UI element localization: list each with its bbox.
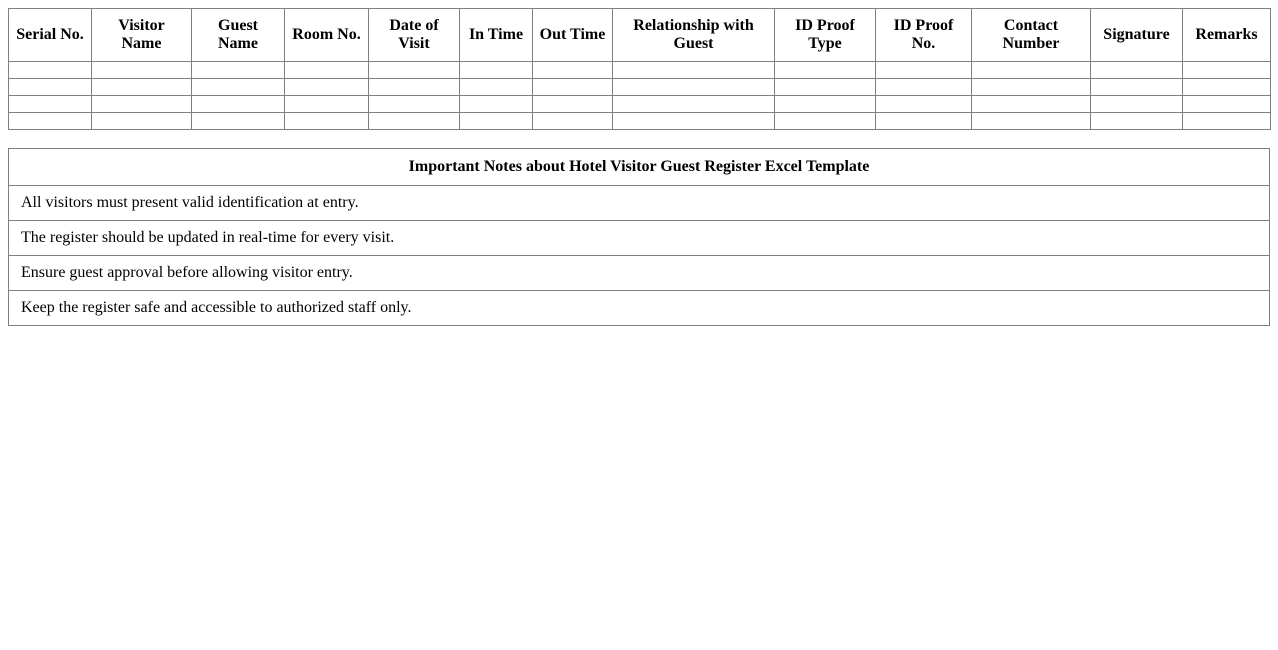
visitor-register-table: [8, 8, 1271, 130]
table-cell[interactable]: [775, 79, 876, 96]
table-cell[interactable]: [369, 79, 460, 96]
table-cell[interactable]: [613, 96, 775, 113]
table-cell[interactable]: [460, 113, 533, 130]
table-cell[interactable]: [192, 113, 285, 130]
column-header-signature: Signature: [1091, 9, 1183, 62]
table-cell[interactable]: [876, 96, 972, 113]
column-header-in-time: In Time: [460, 9, 533, 62]
table-row: [9, 62, 1271, 79]
table-cell[interactable]: [533, 62, 613, 79]
note-item: Keep the register safe and accessible to authorized staff only.: [9, 291, 1270, 326]
table-cell[interactable]: [460, 96, 533, 113]
table-cell[interactable]: [369, 113, 460, 130]
table-cell[interactable]: [1183, 62, 1271, 79]
table-cell[interactable]: [972, 62, 1091, 79]
table-cell[interactable]: [1091, 62, 1183, 79]
table-cell[interactable]: [92, 79, 192, 96]
table-cell[interactable]: [92, 113, 192, 130]
table-row: [9, 113, 1271, 130]
column-header-serial-no: Serial No.: [9, 9, 92, 62]
note-row: [9, 291, 1270, 326]
column-header-room-no: Room No.: [285, 9, 369, 62]
table-cell[interactable]: [613, 113, 775, 130]
table-cell[interactable]: [775, 96, 876, 113]
column-header-remarks: Remarks: [1183, 9, 1271, 62]
table-cell[interactable]: [285, 96, 369, 113]
column-header-out-time: Out Time: [533, 9, 613, 62]
table-cell[interactable]: [775, 62, 876, 79]
table-cell[interactable]: [285, 62, 369, 79]
column-header-id-proof-type: ID Proof Type: [775, 9, 876, 62]
table-cell[interactable]: [92, 62, 192, 79]
table-cell[interactable]: [9, 96, 92, 113]
table-cell[interactable]: [9, 79, 92, 96]
table-cell[interactable]: [613, 62, 775, 79]
table-cell[interactable]: [876, 62, 972, 79]
register-body: [9, 62, 1271, 130]
table-cell[interactable]: [369, 96, 460, 113]
table-cell[interactable]: [92, 96, 192, 113]
table-cell[interactable]: [1091, 96, 1183, 113]
table-cell[interactable]: [972, 96, 1091, 113]
column-header-date-of-visit: Date of Visit: [369, 9, 460, 62]
notes-header-row: [9, 149, 1270, 186]
table-cell[interactable]: [1183, 96, 1271, 113]
note-item: Ensure guest approval before allowing visitor entry.: [9, 256, 1270, 291]
table-cell[interactable]: [1183, 79, 1271, 96]
column-header-id-proof-no: ID Proof No.: [876, 9, 972, 62]
document-sheet: [8, 8, 1270, 326]
table-cell[interactable]: [369, 62, 460, 79]
column-header-visitor-name: Visitor Name: [92, 9, 192, 62]
column-header-contact-number: Contact Number: [972, 9, 1091, 62]
table-cell[interactable]: [460, 79, 533, 96]
table-row: [9, 96, 1271, 113]
table-cell[interactable]: [775, 113, 876, 130]
table-cell[interactable]: [285, 79, 369, 96]
notes-title: Important Notes about Hotel Visitor Guest Register Excel Template: [9, 149, 1270, 186]
table-cell[interactable]: [460, 62, 533, 79]
note-row: [9, 186, 1270, 221]
table-cell[interactable]: [9, 62, 92, 79]
table-cell[interactable]: [876, 79, 972, 96]
table-cell[interactable]: [876, 113, 972, 130]
table-cell[interactable]: [9, 113, 92, 130]
table-cell[interactable]: [533, 79, 613, 96]
table-cell[interactable]: [192, 79, 285, 96]
note-item: The register should be updated in real-time for every visit.: [9, 221, 1270, 256]
note-row: [9, 221, 1270, 256]
table-cell[interactable]: [1091, 79, 1183, 96]
table-cell[interactable]: [533, 113, 613, 130]
notes-table: [8, 148, 1270, 326]
table-cell[interactable]: [972, 113, 1091, 130]
table-cell[interactable]: [533, 96, 613, 113]
table-cell[interactable]: [1183, 113, 1271, 130]
table-cell[interactable]: [1091, 113, 1183, 130]
table-cell[interactable]: [285, 113, 369, 130]
table-cell[interactable]: [613, 79, 775, 96]
table-cell[interactable]: [192, 96, 285, 113]
column-header-relationship: Relationship with Guest: [613, 9, 775, 62]
column-header-guest-name: Guest Name: [192, 9, 285, 62]
register-header-row: [9, 9, 1271, 62]
note-row: [9, 256, 1270, 291]
table-row: [9, 79, 1271, 96]
note-item: All visitors must present valid identification at entry.: [9, 186, 1270, 221]
table-cell[interactable]: [192, 62, 285, 79]
table-cell[interactable]: [972, 79, 1091, 96]
